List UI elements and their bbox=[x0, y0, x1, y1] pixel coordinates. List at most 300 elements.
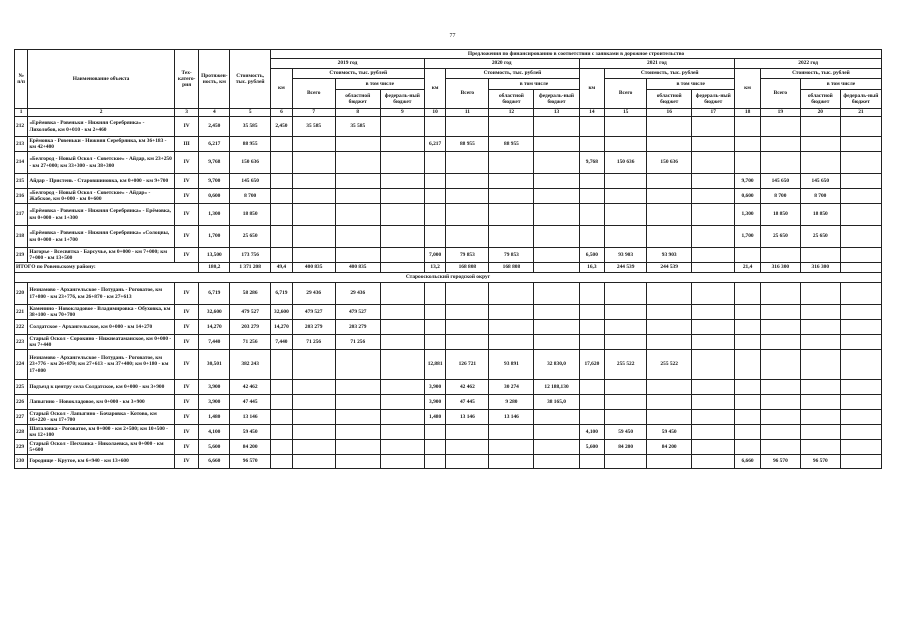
tech-category: III bbox=[174, 137, 199, 152]
y3-value bbox=[579, 335, 605, 350]
length-km: 0,600 bbox=[199, 189, 230, 204]
y2-value bbox=[424, 117, 446, 137]
y1-value: 7,440 bbox=[271, 335, 293, 350]
y4-value: 6,660 bbox=[735, 455, 761, 469]
y4-value bbox=[840, 226, 881, 248]
y2-value bbox=[534, 174, 579, 189]
y4-value bbox=[760, 350, 800, 380]
y1-value bbox=[271, 350, 293, 380]
row-number: 221 bbox=[15, 305, 28, 320]
y1-value: 203 279 bbox=[292, 320, 335, 335]
table-row bbox=[15, 455, 882, 469]
total-y3-value: 244 539 bbox=[605, 263, 647, 273]
y1-value bbox=[292, 204, 335, 226]
y3-value bbox=[605, 320, 647, 335]
y1-value bbox=[380, 380, 424, 395]
y1-value: 479 527 bbox=[335, 305, 380, 320]
y3-value bbox=[647, 204, 692, 226]
y3-value bbox=[605, 226, 647, 248]
y2-value bbox=[534, 283, 579, 305]
tech-category: IV bbox=[174, 248, 199, 263]
y2-value: 3,900 bbox=[424, 395, 446, 410]
header-regional: областной бюджет bbox=[489, 90, 534, 109]
y3-value bbox=[692, 204, 735, 226]
table-row bbox=[15, 204, 882, 226]
y3-value bbox=[605, 137, 647, 152]
y1-value bbox=[380, 350, 424, 380]
y1-value bbox=[292, 189, 335, 204]
y4-value bbox=[735, 335, 761, 350]
y3-value bbox=[605, 395, 647, 410]
y3-value bbox=[692, 174, 735, 189]
y1-value: 35 585 bbox=[292, 117, 335, 137]
object-name: Старый Оскол - Песчанка - Николаевка, км 0+000 - км 5+600 bbox=[28, 440, 175, 455]
y2-value bbox=[446, 189, 489, 204]
header-regional: областной бюджет bbox=[647, 90, 692, 109]
y2-value: 12,881 bbox=[424, 350, 446, 380]
header-total: Всего bbox=[446, 79, 489, 109]
y4-value bbox=[840, 410, 881, 425]
y3-value: 59 450 bbox=[605, 425, 647, 440]
y3-value bbox=[692, 320, 735, 335]
y2-value bbox=[489, 455, 534, 469]
header-cost-group: Стоимость, тыс. рублей bbox=[292, 69, 424, 79]
total-label: ИТОГО по Ровеньскому району: bbox=[15, 263, 199, 273]
table-row bbox=[15, 152, 882, 174]
row-number: 228 bbox=[15, 425, 28, 440]
y3-value bbox=[692, 350, 735, 380]
header-total: Всего bbox=[605, 79, 647, 109]
y3-value bbox=[647, 320, 692, 335]
total-y2-value: 168 808 bbox=[446, 263, 489, 273]
y1-value bbox=[335, 395, 380, 410]
tech-category: IV bbox=[174, 440, 199, 455]
column-number: 16 bbox=[647, 109, 692, 117]
y4-value: 9,700 bbox=[735, 174, 761, 189]
header-incl: в том числе bbox=[647, 79, 735, 90]
y1-value: 35 585 bbox=[335, 117, 380, 137]
y4-value bbox=[800, 395, 840, 410]
table-row bbox=[15, 189, 882, 204]
column-number: 20 bbox=[800, 109, 840, 117]
tech-category: IV bbox=[174, 410, 199, 425]
row-number: 222 bbox=[15, 320, 28, 335]
section-row bbox=[15, 273, 882, 283]
y4-value bbox=[760, 152, 800, 174]
y4-value: 0,600 bbox=[735, 189, 761, 204]
y2-value: 30 274 bbox=[489, 380, 534, 395]
y3-value bbox=[647, 305, 692, 320]
y3-value: 4,100 bbox=[579, 425, 605, 440]
y4-value bbox=[840, 283, 881, 305]
cost-value: 18 850 bbox=[230, 204, 271, 226]
tech-category: IV bbox=[174, 283, 199, 305]
y2-value: 3,900 bbox=[424, 380, 446, 395]
y2-value bbox=[534, 117, 579, 137]
length-km: 3,900 bbox=[199, 380, 230, 395]
y2-value bbox=[489, 226, 534, 248]
y2-value: 42 462 bbox=[446, 380, 489, 395]
row-number: 217 bbox=[15, 204, 28, 226]
header-length: Протяжен-ность, км bbox=[199, 50, 230, 109]
y1-value bbox=[292, 440, 335, 455]
y1-value bbox=[335, 204, 380, 226]
y2-value: 93 891 bbox=[489, 350, 534, 380]
y2-value bbox=[534, 248, 579, 263]
y4-value bbox=[800, 380, 840, 395]
y3-value bbox=[692, 455, 735, 469]
y3-value bbox=[579, 395, 605, 410]
y3-value: 6,500 bbox=[579, 248, 605, 263]
y3-value bbox=[579, 117, 605, 137]
y4-value bbox=[760, 410, 800, 425]
y4-value: 25 650 bbox=[800, 226, 840, 248]
object-name: Незнамово - Архангельское - Потудань - Роговатое, км 23+776 - км 26+870; км 27+613 - км 37+400; км 0+180 - км 17+800 bbox=[28, 350, 175, 380]
y4-value bbox=[760, 395, 800, 410]
header-incl: в том числе bbox=[335, 79, 424, 90]
cost-value: 42 462 bbox=[230, 380, 271, 395]
y4-value bbox=[760, 117, 800, 137]
y3-value bbox=[692, 425, 735, 440]
y4-value bbox=[735, 152, 761, 174]
header-km: км bbox=[424, 69, 446, 109]
y4-value bbox=[840, 335, 881, 350]
y3-value bbox=[579, 305, 605, 320]
y2-value bbox=[489, 335, 534, 350]
y3-value bbox=[692, 305, 735, 320]
y4-value bbox=[735, 320, 761, 335]
y1-value bbox=[335, 189, 380, 204]
y1-value bbox=[380, 283, 424, 305]
y2-value bbox=[424, 174, 446, 189]
cost-value: 13 146 bbox=[230, 410, 271, 425]
tech-category: IV bbox=[174, 305, 199, 320]
length-km: 9,700 bbox=[199, 174, 230, 189]
column-number: 13 bbox=[534, 109, 579, 117]
total-y3-value bbox=[692, 263, 735, 273]
y1-value bbox=[380, 335, 424, 350]
cost-value: 47 445 bbox=[230, 395, 271, 410]
road-financing-table bbox=[14, 49, 882, 469]
object-name: «Ерёмовка - Ровеньки - Нижняя Серебрянка» «Солоцвы, км 0+000 - км 1+700 bbox=[28, 226, 175, 248]
row-number: 212 bbox=[15, 117, 28, 137]
y1-value bbox=[380, 305, 424, 320]
table-row bbox=[15, 335, 882, 350]
y1-value bbox=[271, 248, 293, 263]
header-year-4: 2022 год bbox=[735, 59, 882, 69]
column-number-row bbox=[15, 109, 882, 117]
cost-value: 150 636 bbox=[230, 152, 271, 174]
length-km: 2,450 bbox=[199, 117, 230, 137]
y4-value bbox=[840, 320, 881, 335]
y2-value bbox=[446, 455, 489, 469]
y1-value bbox=[380, 248, 424, 263]
y1-value bbox=[335, 455, 380, 469]
total-y2-value: 168 808 bbox=[489, 263, 534, 273]
y1-value: 32,600 bbox=[271, 305, 293, 320]
object-name: «Ерёмовка - Ровеньки - Нижняя Серебрянка» - Ерёмовка, км 0+000 - км 1+300 bbox=[28, 204, 175, 226]
y1-value bbox=[380, 204, 424, 226]
y2-value bbox=[534, 425, 579, 440]
y2-value: 9 280 bbox=[489, 395, 534, 410]
row-number: 213 bbox=[15, 137, 28, 152]
y4-value bbox=[760, 283, 800, 305]
y1-value bbox=[271, 137, 293, 152]
y1-value bbox=[380, 425, 424, 440]
y4-value bbox=[800, 248, 840, 263]
row-number: 214 bbox=[15, 152, 28, 174]
y2-value bbox=[489, 152, 534, 174]
header-name: Наименование объекта bbox=[28, 50, 175, 109]
length-km: 7,440 bbox=[199, 335, 230, 350]
y3-value bbox=[692, 152, 735, 174]
page-number: 77 bbox=[449, 33, 456, 39]
y1-value: 29 436 bbox=[292, 283, 335, 305]
y4-value: 25 650 bbox=[760, 226, 800, 248]
cost-value: 59 450 bbox=[230, 425, 271, 440]
column-number: 15 bbox=[605, 109, 647, 117]
y1-value: 203 279 bbox=[335, 320, 380, 335]
y3-value: 150 636 bbox=[647, 152, 692, 174]
object-name: «Белгород - Новый Оскол - Советское» - Айдар» - Жабское, км 0+000 - км 0+600 bbox=[28, 189, 175, 204]
object-name: Шаталовка - Роговатое, км 0+000 - км 2+500; км 10+500 - км 12+100 bbox=[28, 425, 175, 440]
y3-value bbox=[647, 283, 692, 305]
y4-value bbox=[760, 425, 800, 440]
y4-value bbox=[840, 248, 881, 263]
y4-value bbox=[735, 410, 761, 425]
y2-value bbox=[489, 204, 534, 226]
cost-value: 479 527 bbox=[230, 305, 271, 320]
y4-value bbox=[840, 174, 881, 189]
length-km: 14,270 bbox=[199, 320, 230, 335]
y2-value bbox=[424, 455, 446, 469]
header-federal: федераль-ный бюджет bbox=[840, 90, 881, 109]
y3-value bbox=[692, 189, 735, 204]
total-y1-value bbox=[380, 263, 424, 273]
y2-value bbox=[489, 440, 534, 455]
cost-value: 203 279 bbox=[230, 320, 271, 335]
y3-value: 93 903 bbox=[605, 248, 647, 263]
column-number: 18 bbox=[735, 109, 761, 117]
y4-value: 145 650 bbox=[800, 174, 840, 189]
y3-value bbox=[692, 117, 735, 137]
y4-value bbox=[760, 305, 800, 320]
column-number: 21 bbox=[840, 109, 881, 117]
y3-value bbox=[579, 455, 605, 469]
header-cost-group: Стоимость, тыс. рублей bbox=[446, 69, 579, 79]
y1-value bbox=[271, 455, 293, 469]
y2-value: 32 830,0 bbox=[534, 350, 579, 380]
column-number: 17 bbox=[692, 109, 735, 117]
y4-value bbox=[840, 395, 881, 410]
tech-category: IV bbox=[174, 350, 199, 380]
length-km: 13,500 bbox=[199, 248, 230, 263]
y4-value bbox=[800, 350, 840, 380]
y3-value bbox=[579, 320, 605, 335]
y4-value: 96 570 bbox=[760, 455, 800, 469]
y4-value bbox=[840, 440, 881, 455]
y2-value bbox=[446, 335, 489, 350]
length-km: 4,100 bbox=[199, 425, 230, 440]
y2-value: 79 853 bbox=[446, 248, 489, 263]
y1-value bbox=[292, 350, 335, 380]
y4-value bbox=[760, 335, 800, 350]
column-number: 14 bbox=[579, 109, 605, 117]
total-y1-value: 49,4 bbox=[271, 263, 293, 273]
object-name: Старый Оскол - Лапыгино - Бочаровка - Котово, км 16+220 - км 17+700 bbox=[28, 410, 175, 425]
y2-value bbox=[489, 117, 534, 137]
y4-value bbox=[840, 204, 881, 226]
y2-value bbox=[489, 189, 534, 204]
y4-value bbox=[800, 283, 840, 305]
y3-value bbox=[692, 380, 735, 395]
table-row bbox=[15, 440, 882, 455]
y1-value bbox=[271, 174, 293, 189]
y2-value: 1,480 bbox=[424, 410, 446, 425]
y1-value bbox=[380, 440, 424, 455]
y3-value bbox=[579, 380, 605, 395]
y1-value bbox=[271, 189, 293, 204]
y2-value bbox=[534, 305, 579, 320]
tech-category: IV bbox=[174, 335, 199, 350]
header-cost-group: Стоимость, тыс. рублей bbox=[605, 69, 735, 79]
y3-value bbox=[605, 189, 647, 204]
table-row bbox=[15, 226, 882, 248]
header-cost-group: Стоимость, тыс. рублей bbox=[760, 69, 881, 79]
y3-value bbox=[579, 137, 605, 152]
y3-value: 17,620 bbox=[579, 350, 605, 380]
y3-value bbox=[647, 395, 692, 410]
y1-value bbox=[271, 440, 293, 455]
y4-value bbox=[735, 305, 761, 320]
header-year-3: 2021 год bbox=[579, 59, 735, 69]
y4-value bbox=[735, 283, 761, 305]
y3-value: 5,600 bbox=[579, 440, 605, 455]
y1-value bbox=[292, 248, 335, 263]
total-row bbox=[15, 263, 882, 273]
y1-value bbox=[271, 226, 293, 248]
y2-value: 79 853 bbox=[489, 248, 534, 263]
y1-value bbox=[335, 152, 380, 174]
y1-value bbox=[380, 117, 424, 137]
y3-value: 150 636 bbox=[605, 152, 647, 174]
row-number: 220 bbox=[15, 283, 28, 305]
y3-value bbox=[579, 204, 605, 226]
y1-value bbox=[271, 410, 293, 425]
y1-value bbox=[292, 410, 335, 425]
y2-value bbox=[534, 455, 579, 469]
header-category: Тех-катего-рия bbox=[174, 50, 199, 109]
row-number: 227 bbox=[15, 410, 28, 425]
row-number: 215 bbox=[15, 174, 28, 189]
y2-value bbox=[424, 305, 446, 320]
y3-value bbox=[579, 226, 605, 248]
y2-value bbox=[446, 440, 489, 455]
tech-category: IV bbox=[174, 174, 199, 189]
header-km: км bbox=[579, 69, 605, 109]
y2-value bbox=[534, 152, 579, 174]
y1-value bbox=[380, 395, 424, 410]
y4-value: 18 850 bbox=[760, 204, 800, 226]
length-km: 1,700 bbox=[199, 226, 230, 248]
object-name: Солдатское - Архангельское, км 0+000 - км 14+270 bbox=[28, 320, 175, 335]
y4-value bbox=[840, 380, 881, 395]
y2-value: 12 188,130 bbox=[534, 380, 579, 395]
length-km: 3,900 bbox=[199, 395, 230, 410]
y3-value bbox=[692, 395, 735, 410]
y4-value bbox=[800, 425, 840, 440]
y4-value bbox=[840, 189, 881, 204]
y2-value bbox=[489, 283, 534, 305]
row-number: 225 bbox=[15, 380, 28, 395]
cost-value: 84 200 bbox=[230, 440, 271, 455]
y4-value bbox=[735, 425, 761, 440]
cost-value: 25 650 bbox=[230, 226, 271, 248]
y4-value bbox=[735, 137, 761, 152]
header-federal: федераль-ный бюджет bbox=[534, 90, 579, 109]
y4-value: 1,300 bbox=[735, 204, 761, 226]
y1-value bbox=[292, 425, 335, 440]
y2-value bbox=[534, 226, 579, 248]
cost-value: 382 243 bbox=[230, 350, 271, 380]
total-cost: 1 371 208 bbox=[230, 263, 271, 273]
total-y4-value: 316 300 bbox=[760, 263, 800, 273]
tech-category: IV bbox=[174, 189, 199, 204]
y3-value bbox=[605, 117, 647, 137]
y1-value: 14,270 bbox=[271, 320, 293, 335]
y1-value bbox=[380, 455, 424, 469]
total-length: 180,2 bbox=[199, 263, 230, 273]
y3-value bbox=[579, 174, 605, 189]
y2-value bbox=[489, 174, 534, 189]
tech-category: IV bbox=[174, 395, 199, 410]
header-total: Всего bbox=[292, 79, 335, 109]
y1-value bbox=[335, 440, 380, 455]
header-num: № п/п bbox=[15, 50, 28, 109]
y2-value bbox=[446, 117, 489, 137]
y3-value bbox=[579, 283, 605, 305]
column-number: 3 bbox=[174, 109, 199, 117]
y3-value bbox=[605, 305, 647, 320]
tech-category: IV bbox=[174, 226, 199, 248]
y2-value bbox=[534, 189, 579, 204]
length-km: 1,480 bbox=[199, 410, 230, 425]
table-row bbox=[15, 380, 882, 395]
y2-value bbox=[446, 204, 489, 226]
tech-category: IV bbox=[174, 204, 199, 226]
cost-value: 145 650 bbox=[230, 174, 271, 189]
y1-value bbox=[380, 174, 424, 189]
column-number: 1 bbox=[15, 109, 28, 117]
y2-value bbox=[424, 226, 446, 248]
row-number: 226 bbox=[15, 395, 28, 410]
table-row bbox=[15, 174, 882, 189]
header-year-2: 2020 год bbox=[424, 59, 579, 69]
total-y4-value bbox=[840, 263, 881, 273]
y2-value bbox=[424, 335, 446, 350]
y4-value bbox=[760, 440, 800, 455]
total-y4-value: 316 300 bbox=[800, 263, 840, 273]
length-km: 30,501 bbox=[199, 350, 230, 380]
total-y1-value: 400 835 bbox=[335, 263, 380, 273]
y3-value bbox=[692, 248, 735, 263]
y1-value bbox=[335, 350, 380, 380]
column-number: 2 bbox=[28, 109, 175, 117]
y1-value bbox=[380, 137, 424, 152]
y4-value bbox=[735, 380, 761, 395]
length-km: 6,719 bbox=[199, 283, 230, 305]
column-number: 12 bbox=[489, 109, 534, 117]
